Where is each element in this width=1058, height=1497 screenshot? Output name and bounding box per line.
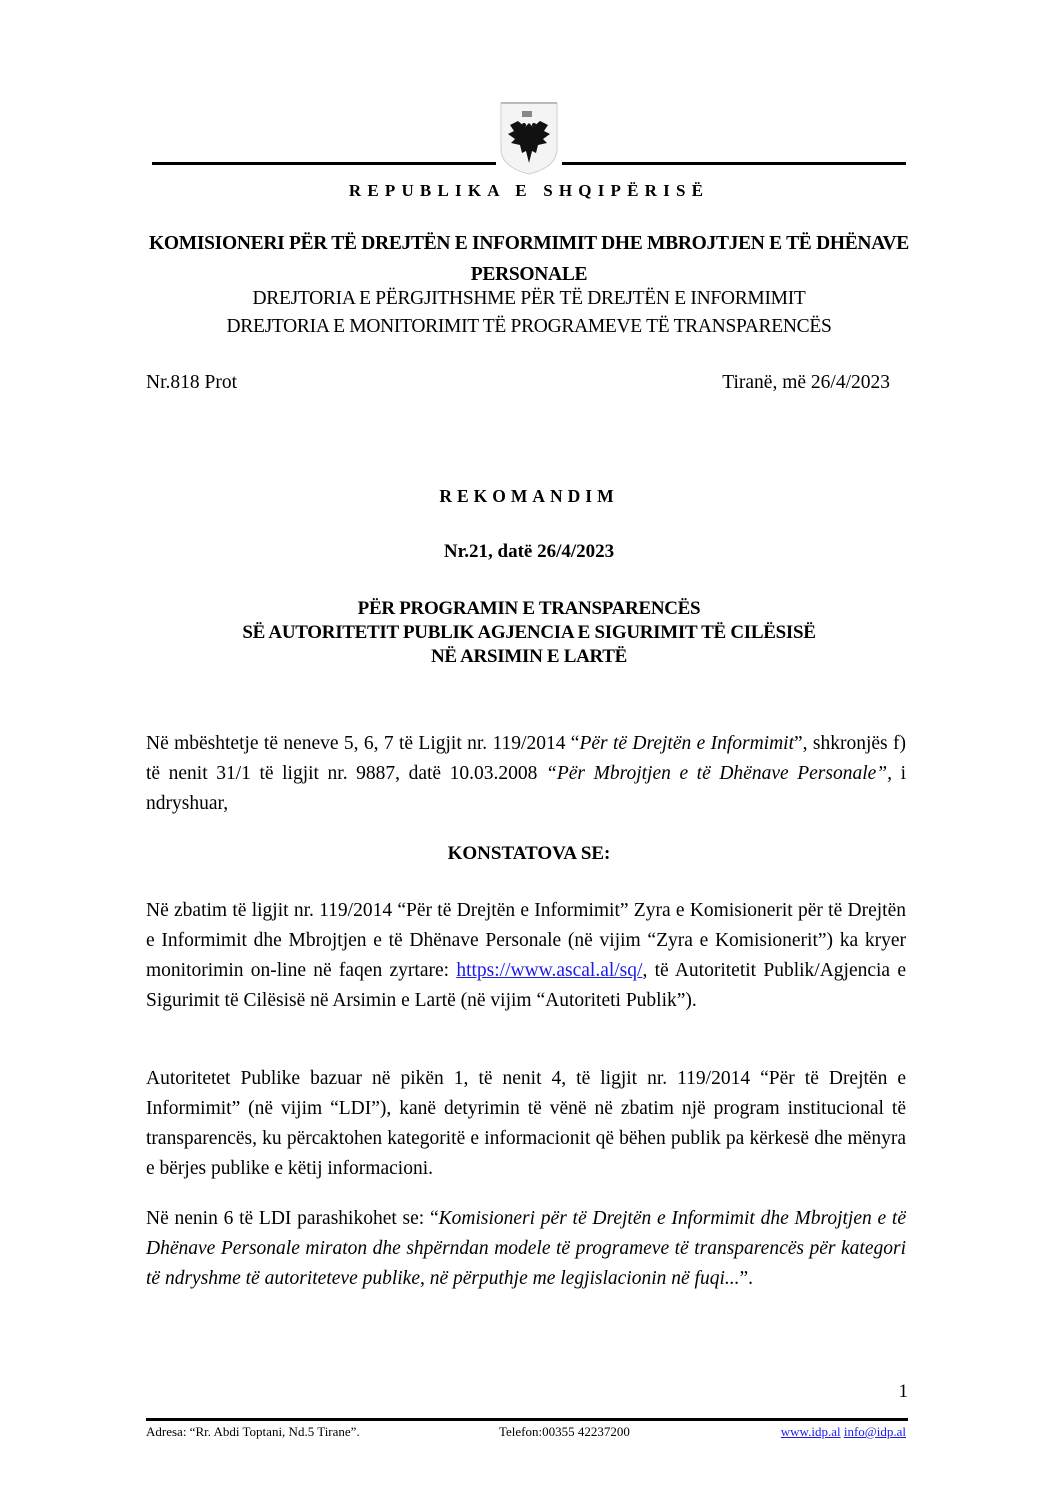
text: Në nenin 6 të LDI parashikohet se: “ — [146, 1208, 439, 1229]
article-six-paragraph — [146, 1204, 906, 1294]
directorate-monitoring: DREJTORIA E MONITORIMIT TË PROGRAMEVE TË TRANSPARENCËS — [226, 316, 832, 337]
text: , të Autoritetit Publik/Agjencia e Sigurimit të Cilësisë në Arsimin e Lartë (në vijim “Autoriteti Publik”). — [146, 960, 907, 1011]
text: i ndryshuar, — [146, 763, 906, 814]
section-heading: KONSTATOVA SE: — [447, 843, 611, 864]
footer-address: Adresa: “Rr. Abdi Toptani, Nd.5 Tirane”. — [146, 1424, 360, 1439]
subject-line: NË ARSIMIN E LARTË — [430, 646, 628, 667]
header-rule-right — [562, 162, 906, 165]
quoted-text: Komisioneri për të Drejtën e Informimit dhe Mbrojtjen e të Dhënave Personale miraton dhe shpërndan modele të programeve të transparencës për kategori të ndryshme të autoriteteve publike, në përputhje me legjislacionin në fuqi... — [146, 1208, 906, 1289]
document-number-date: Nr.21, datë 26/4/2023 — [443, 541, 615, 562]
website-link[interactable]: www.idp.al — [780, 1424, 841, 1439]
text: ”, shkronjës f) të nenit 31/1 të ligjit nr. 9887, datë 10.03.2008 — [146, 733, 906, 784]
subject-line: PËR PROGRAMIN E TRANSPARENCËS — [357, 598, 701, 619]
footer-phone: Telefon:00355 42237200 — [499, 1424, 630, 1439]
legal-basis-paragraph — [146, 729, 906, 819]
header-rule-left — [152, 162, 496, 165]
document-type-heading: REKOMANDIM — [439, 486, 619, 506]
footer-links — [781, 1424, 906, 1440]
document-subject — [145, 597, 913, 669]
subject-line: SË AUTORITETIT PUBLIK AGJENCIA E SIGURIMIT TË CILËSISË — [242, 622, 816, 643]
commissioner-title: KOMISIONERI PËR TË DREJTËN E INFORMIMIT DHE MBROJTJEN E TË DHËNAVE PERSONALE — [149, 233, 909, 285]
footer-rule — [146, 1418, 908, 1421]
republic-heading: REPUBLIKA E SHQIPËRISË — [348, 181, 710, 200]
text: Në zbatim të ligjit nr. 119/2014 “Për të Drejtën e Informimit” Zyra e Komisionerit për të Drejtën e Informimit dhe Mbrojtjen e të Dhënave Personale (në vijim “Zyra e Komisionerit”) ka kryer monitorimin on-line në faqen zyrtare: — [146, 900, 906, 981]
monitoring-paragraph — [146, 896, 906, 1016]
obligations-paragraph: Autoritetet Publike bazuar në pikën 1, të nenit 4, të ligjit nr. 119/2014 “Për të Drejtën e Informimit” (në vijim “LDI”), kanë detyrimin të vënë në zbatim një program institucional të transparencës, ku përcaktohen kategoritë e informacionit që bëhen publik pa kërkesë dhe mënyra e bërjes publike e këtij informacioni. — [146, 1068, 906, 1179]
authority-website-link[interactable]: https://www.ascal.al/sq/ — [456, 960, 643, 981]
page-number: 1 — [898, 1381, 908, 1402]
protocol-number: Nr.818 Prot — [146, 372, 238, 393]
law-title: Për të Drejtën e Informimit — [579, 733, 795, 754]
place-date: Tiranë, më 26/4/2023 — [722, 372, 890, 393]
text: Në mbështetje të neneve 5, 6, 7 të Ligjit nr. 119/2014 “ — [146, 733, 580, 754]
email-link[interactable]: info@idp.al — [843, 1424, 906, 1439]
law-title: “Për Mbrojtjen e të Dhënave Personale”, — [546, 763, 892, 784]
text: ”. — [739, 1268, 754, 1289]
albanian-coat-of-arms-icon — [498, 101, 560, 175]
directorate-general: DREJTORIA E PËRGJITHSHME PËR TË DREJTËN E INFORMIMIT — [252, 288, 806, 309]
